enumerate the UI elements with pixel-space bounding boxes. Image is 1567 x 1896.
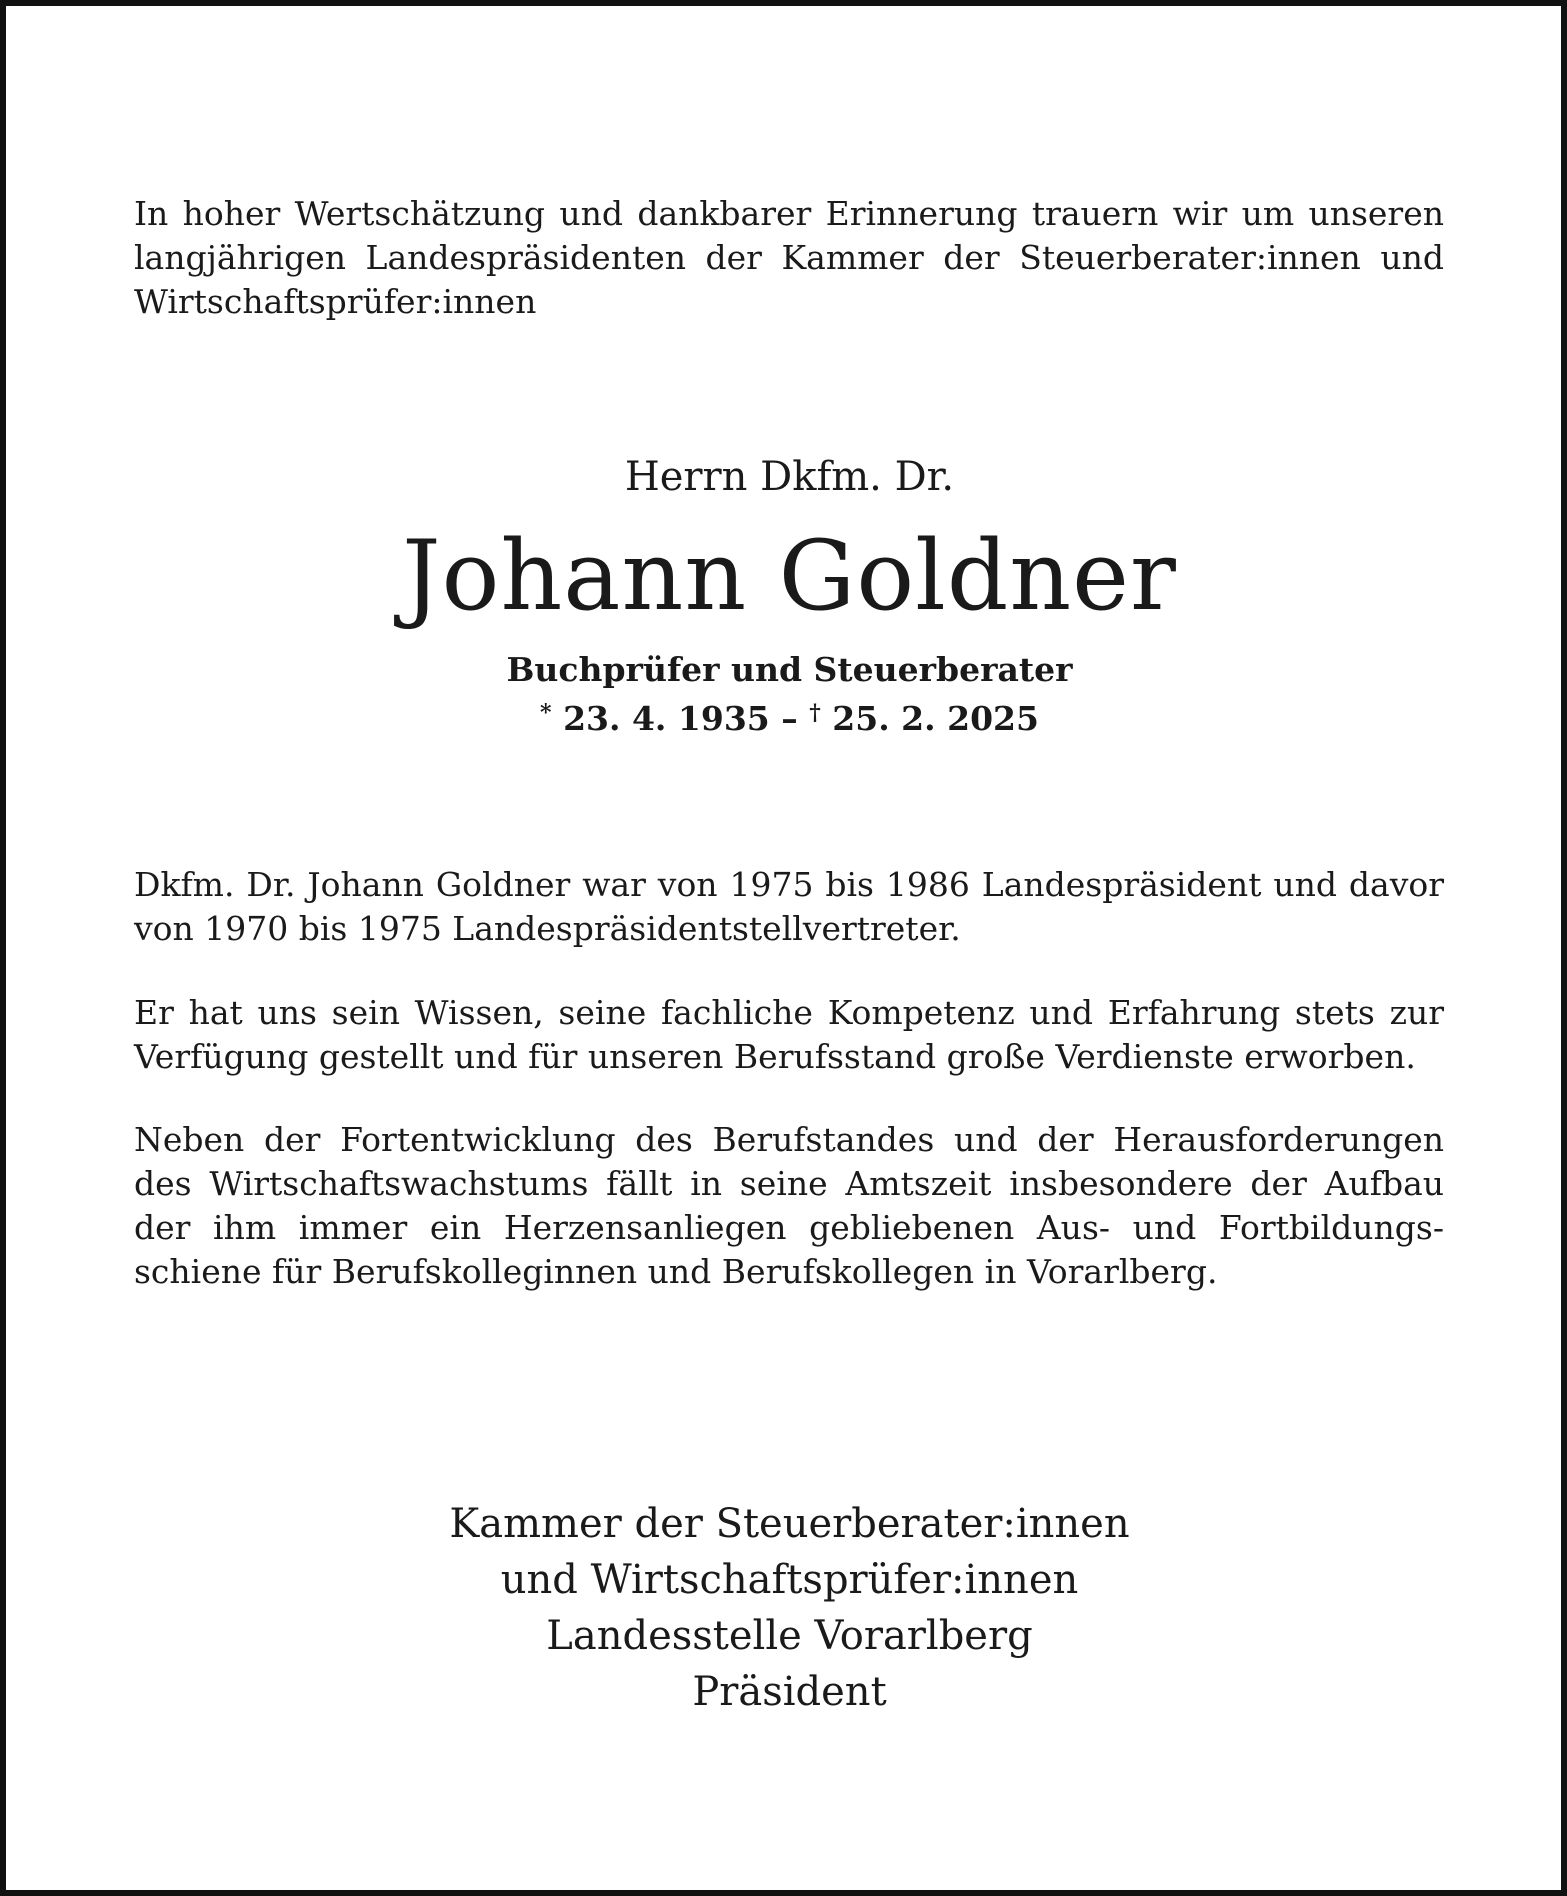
birth-date: 23. 4. 1935 — [563, 699, 770, 738]
honorific: Herrn Dkfm. Dr. — [624, 454, 955, 500]
death-date: 25. 2. 2025 — [832, 699, 1039, 738]
paragraph-line: des Wirtschaftswachstums fällt in seine Amtszeit insbesondere der Aufbau — [134, 1164, 1444, 1203]
signature-line: Kammer der Steuerberater:innen — [449, 1501, 1130, 1547]
deceased-name: Johann Goldner — [402, 520, 1177, 632]
signature-line: und Wirtschaftsprüfer:innen — [500, 1557, 1079, 1603]
paragraph-career — [134, 863, 1444, 951]
paragraph-line: von 1970 bis 1975 Landespräsidentstellvertreter. — [134, 909, 961, 948]
intro-line: Wirtschaftsprüfer:innen — [134, 282, 537, 321]
intro-text — [134, 192, 1444, 324]
date-separator: – — [781, 699, 798, 738]
intro-line: langjährigen Landespräsidenten der Kammer der Steuerberater:innen und — [134, 238, 1444, 277]
signature-line: Landesstelle Vorarlberg — [546, 1613, 1033, 1659]
paragraph-line: schiene für Berufskolleginnen und Berufskollegen in Vorarlberg. — [134, 1252, 1218, 1291]
paragraph-line: Er hat uns sein Wissen, seine fachliche Kompetenz und Erfahrung stets zur — [134, 993, 1444, 1032]
birth-symbol: * — [540, 700, 552, 726]
paragraph-line: Verfügung gestellt und für unseren Berufsstand große Verdienste erworben. — [134, 1037, 1416, 1076]
intro-line: In hoher Wertschätzung und dankbarer Erinnerung trauern wir um unseren — [134, 194, 1444, 233]
paragraph-line: Neben der Fortentwicklung des Berufstandes und der Herausforderungen — [134, 1120, 1444, 1159]
profession: Buchprüfer und Steuerberater — [506, 650, 1073, 689]
signature-line: Präsident — [692, 1669, 887, 1715]
death-symbol: † — [809, 700, 821, 726]
paragraph-line: Dkfm. Dr. Johann Goldner war von 1975 bis 1986 Landespräsident und davor — [134, 865, 1444, 904]
paragraph-achievements — [134, 1118, 1444, 1294]
life-dates — [6, 697, 1567, 741]
signature-block — [6, 1496, 1567, 1720]
paragraph-merits — [134, 991, 1444, 1079]
paragraph-line: der ihm immer ein Herzensanliegen gebliebenen Aus- und Fortbildungs- — [134, 1208, 1444, 1247]
